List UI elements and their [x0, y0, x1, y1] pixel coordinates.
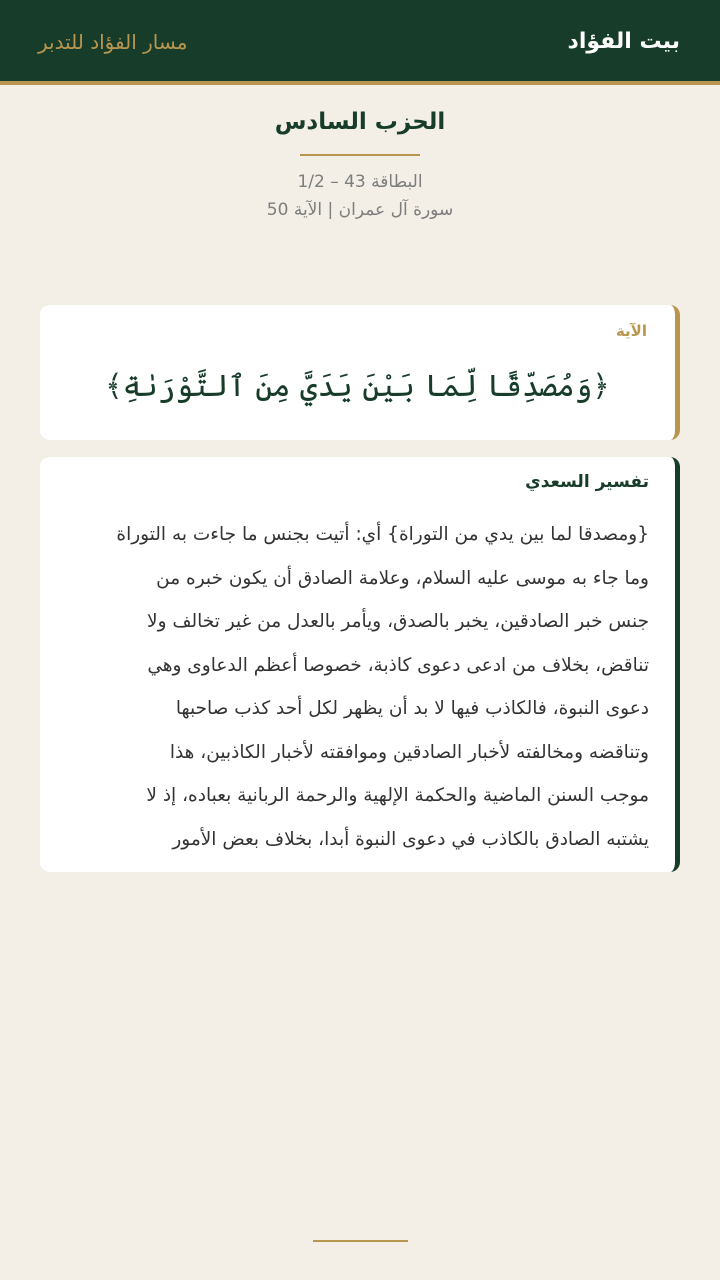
tafsir-card: [40, 457, 680, 872]
bottom-divider: [313, 1240, 408, 1242]
hizb-title: الحزب السادس: [274, 109, 446, 135]
top-app-bar: [0, 0, 720, 85]
surah-ayah-reference: سورة آل عمران | الآية 50: [266, 200, 454, 220]
tafsir-line: وتناقضه ومخالفته لأخبار الصادقين وموافقته لأخبار الكاذبين، هذا: [169, 741, 649, 763]
tafsir-line: جنس خبر الصادقين، يخبر بالصدق، ويأمر بالعدل من غير تخالف ولا: [147, 611, 649, 632]
tadabbur-path-link[interactable]: مسار الفؤاد للتدبر: [38, 30, 188, 54]
tafsir-body: [66, 513, 649, 861]
tafsir-line: تناقض، بخلاف من ادعى دعوى كاذبة، خصوصا أعظم الدعاوى وهي: [147, 654, 649, 676]
verse-card: [40, 305, 680, 440]
verse-label: الآية: [615, 322, 647, 340]
tafsir-line: يشتبه الصادق بالكاذب في دعوى النبوة أبدا، بخلاف بعض الأمور: [172, 828, 649, 850]
title-divider: [300, 154, 420, 156]
app-brand-title: بيت الفؤاد: [567, 29, 680, 54]
tafsir-line: دعوى النبوة، فالكاذب فيها لا بد أن يظهر لكل أحد كذب صاحبها: [175, 698, 649, 719]
tafsir-line: وما جاء به موسى عليه السلام، وعلامة الصادق أن يكون خبره من: [156, 567, 649, 589]
tafsir-line: {ومصدقا لما بين يدي من التوراة} أي: أتيت بجنس ما جاءت به التوراة: [116, 524, 649, 545]
verse-text: ﴿وَمُصَدِّقًا لِّمَا بَيْنَ يَدَيَّ مِنَ ٱلتَّوْرَىٰةِ﴾: [105, 369, 610, 404]
card-counter: البطاقة 43 – 1/2: [297, 172, 423, 192]
tafsir-line: موجب السنن الماضية والحكمة الإلهية والرحمة الربانية بعباده، إذ لا: [146, 785, 649, 806]
tafsir-title: تفسير السعدي: [525, 472, 649, 492]
